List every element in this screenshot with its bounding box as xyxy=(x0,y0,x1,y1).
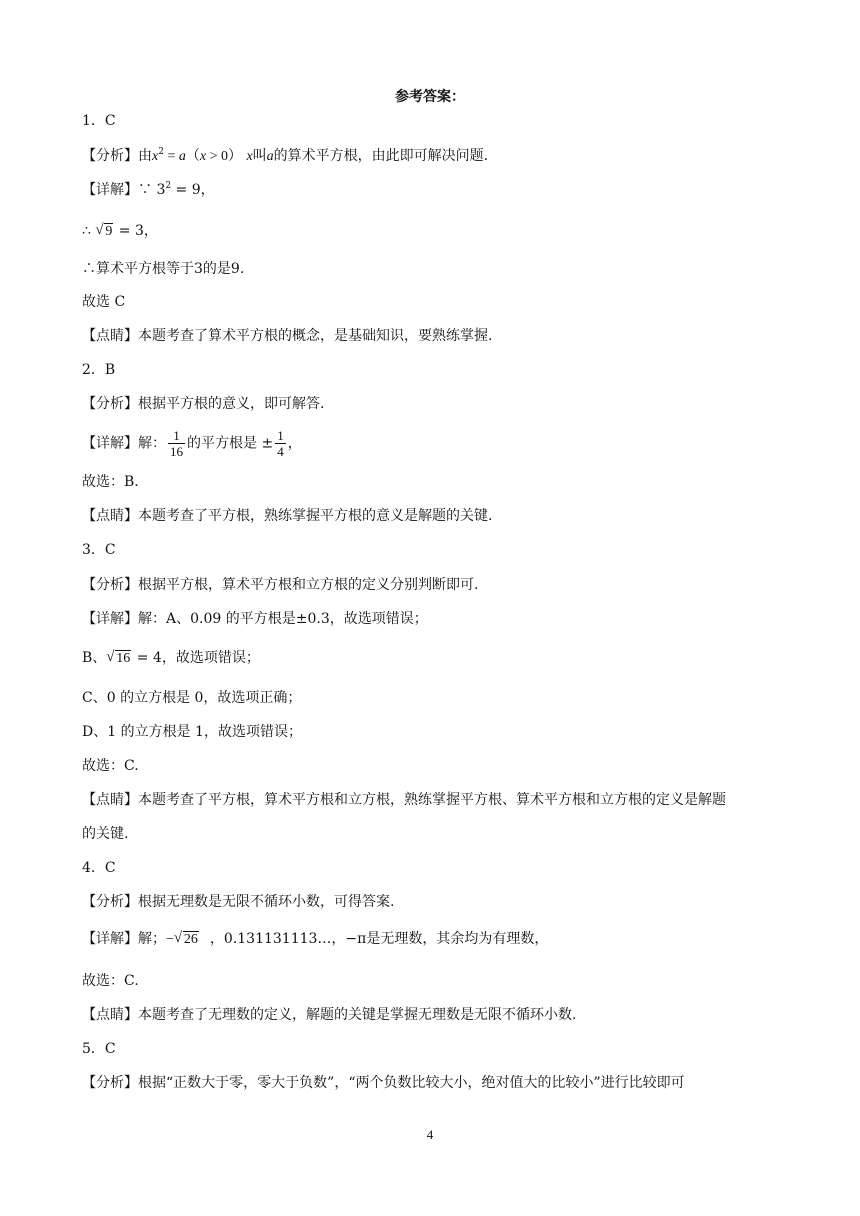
text: = 9， xyxy=(171,182,215,198)
q1-detail-label: 【详解】∵ 3 xyxy=(82,182,166,198)
q1-detail xyxy=(82,180,800,200)
math-sup: 2 xyxy=(158,147,164,157)
q3-option-c: C、0 的立方根是 0，故选项正确； xyxy=(82,690,302,706)
radicand: 9 xyxy=(105,224,113,239)
q1-head: 1．C xyxy=(82,113,116,129)
q4-choice: 故选：C. xyxy=(82,973,139,989)
q1-step3: ∴算术平方根等于3的是9. xyxy=(82,261,245,277)
math-var: x xyxy=(152,149,159,164)
text: ，0.131131113…，−π是无理数，其余均为有理数， xyxy=(209,931,549,947)
q4-detail xyxy=(82,929,800,950)
text: 叫 xyxy=(252,148,267,164)
q5-head: 5．C xyxy=(82,1041,116,1057)
math-var: a xyxy=(266,149,274,164)
math-op: − xyxy=(166,932,174,947)
q3-comment-cont: 的关键. xyxy=(82,826,129,842)
fraction xyxy=(168,428,185,459)
text: 的平方根是 ± xyxy=(187,435,274,452)
denominator: 16 xyxy=(170,444,183,459)
q1-step2 xyxy=(82,221,800,242)
math-op: = xyxy=(163,149,179,164)
text: B、 xyxy=(82,650,107,666)
q1-analysis-label: 【分析】由 xyxy=(82,148,152,164)
text: ， xyxy=(287,435,302,452)
q1-choice: 故选 C xyxy=(82,294,126,310)
text: = 4，故选项错误； xyxy=(132,650,260,666)
q2-detail-label: 【详解】解： xyxy=(82,435,166,452)
math-var: x xyxy=(246,149,253,164)
q4-head: 4．C xyxy=(82,860,116,876)
page-number: 4 xyxy=(426,1127,434,1142)
paren: （ xyxy=(185,148,200,164)
math-cond: > 0 xyxy=(206,149,228,164)
math-sup: 2 xyxy=(165,181,172,191)
sqrt-symbol xyxy=(106,649,131,669)
sqrt-symbol xyxy=(174,930,199,950)
q3-head: 3．C xyxy=(82,542,116,558)
q3-analysis: 【分析】根据平方根，算术平方根和立方根的定义分别判断即可. xyxy=(82,577,479,593)
q2-detail xyxy=(82,428,800,459)
text: = 3， xyxy=(114,223,158,239)
q1-analysis xyxy=(82,146,800,167)
answer-title: 参考答案： xyxy=(395,89,465,105)
denominator: 4 xyxy=(277,444,284,459)
q3-choice: 故选：C. xyxy=(82,758,139,774)
q3-comment: 【点睛】本题考查了平方根，算术平方根和立方根，熟练掌握平方根、算术平方根和立方根的定义是解题 xyxy=(82,792,726,808)
text: 的算术平方根，由此即可解决问题. xyxy=(273,148,489,164)
q2-choice: 故选：B. xyxy=(82,474,139,490)
paren: ） xyxy=(227,148,242,164)
q4-comment: 【点睛】本题考查了无理数的定义，解题的关键是掌握无理数是无限不循环小数. xyxy=(82,1007,577,1023)
q3-detail: 【详解】解：A、0.09 的平方根是±0.3，故选项错误； xyxy=(82,611,428,627)
text: ∴ xyxy=(82,223,96,239)
radicand: 26 xyxy=(183,932,198,947)
numerator: 1 xyxy=(277,428,284,443)
q4-analysis: 【分析】根据无理数是无限不循环小数，可得答案. xyxy=(82,894,395,910)
q5-analysis: 【分析】根据“正数大于零，零大于负数”，“两个负数比较大小，绝对值大的比较小”进行比较即可 xyxy=(82,1075,685,1091)
math-var: x xyxy=(199,149,207,164)
q4-detail-label: 【详解】解； xyxy=(82,931,166,947)
fraction xyxy=(275,428,286,459)
sqrt-symbol xyxy=(95,222,113,242)
q2-head: 2．B xyxy=(82,362,116,378)
q2-comment: 【点睛】本题考查了平方根，熟练掌握平方根的意义是解题的关键. xyxy=(82,508,493,524)
q2-analysis: 【分析】根据平方根的意义，即可解答. xyxy=(82,396,325,412)
q1-comment: 【点睛】本题考查了算术平方根的概念，是基础知识，要熟练掌握. xyxy=(82,328,493,344)
numerator: 1 xyxy=(168,428,185,444)
q3-option-b xyxy=(82,648,800,669)
q3-option-d: D、1 的立方根是 1，故选项错误； xyxy=(82,724,302,740)
math-var: a xyxy=(178,149,186,164)
radicand: 16 xyxy=(116,651,131,666)
